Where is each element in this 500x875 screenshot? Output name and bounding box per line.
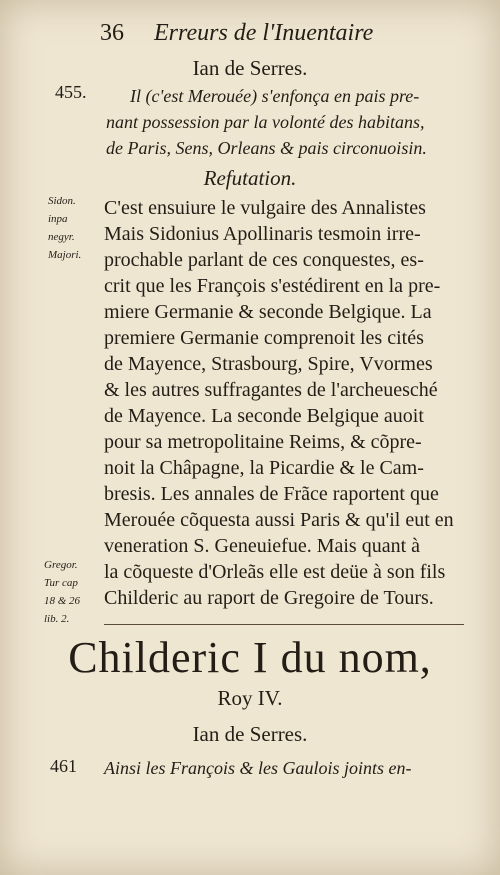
chapter-subtitle: Roy IV. [217, 686, 283, 710]
body-line: Mais Sidonius Apollinaris tesmoin irre- [104, 223, 421, 245]
body-line: la cõqueste d'Orleãs elle est deüe à son fils [104, 561, 446, 583]
margin-note-sidon: Sidon. inpa negyr. Majori. [48, 195, 82, 261]
body-line: noit la Châpagne, la Picardie & le Cam- [104, 457, 424, 479]
body-line: & les autres suffragantes de l'archeuesché [104, 379, 438, 401]
quote-line: de Paris, Sens, Orleans & pais circonuoisin. [106, 138, 427, 158]
quote-line: nant possession par la volonté des habitans, [106, 112, 425, 132]
refutation-heading: Refutation. [203, 166, 297, 190]
section-author: Ian de Serres. [192, 56, 308, 80]
body-line: pour sa metropolitaine Reims, & cõpre- [104, 431, 422, 453]
margin-note-gregor: Gregor. Tur cap 18 & 26 lib. 2. [44, 559, 81, 625]
body-line: bresis. Les annales de Frãce raportent que [104, 483, 439, 505]
body-line: Merouée cõquesta aussi Paris & qu'il eut en [104, 509, 454, 531]
body-line: Childeric au raport de Gregoire de Tours. [104, 587, 434, 609]
running-header [100, 20, 373, 47]
chapter-title: Childeric I du nom, [68, 633, 432, 682]
body-line: miere Germanie & seconde Belgique. La [104, 301, 432, 323]
body-line: crit que les François s'estédirent en la pre- [104, 275, 441, 297]
quote-line: Ainsi les François & les Gaulois joints en- [104, 758, 412, 778]
body-line: de Mayence, Strasbourg, Spire, Vvormes [104, 353, 433, 375]
quote-line: Il (c'est Merouée) s'enfonça en pais pre- [130, 86, 420, 106]
entry-number: 461 [50, 756, 77, 776]
entry-number: 455. [55, 82, 87, 102]
body-line: veneration S. Geneuiefue. Mais quant à [104, 535, 421, 557]
page-number: 36 [100, 20, 124, 46]
header-title: Erreurs de l'Inuentaire [154, 20, 374, 46]
body-line: C'est ensuiure le vulgaire des Annalistes [104, 197, 426, 219]
section-author: Ian de Serres. [192, 722, 308, 746]
body-line: de Mayence. La seconde Belgique auoit [104, 405, 424, 427]
body-line: premiere Germanie comprenoit les cités [104, 327, 424, 349]
divider-rule [104, 624, 464, 625]
body-line: prochable parlant de ces conquestes, es- [104, 249, 424, 271]
